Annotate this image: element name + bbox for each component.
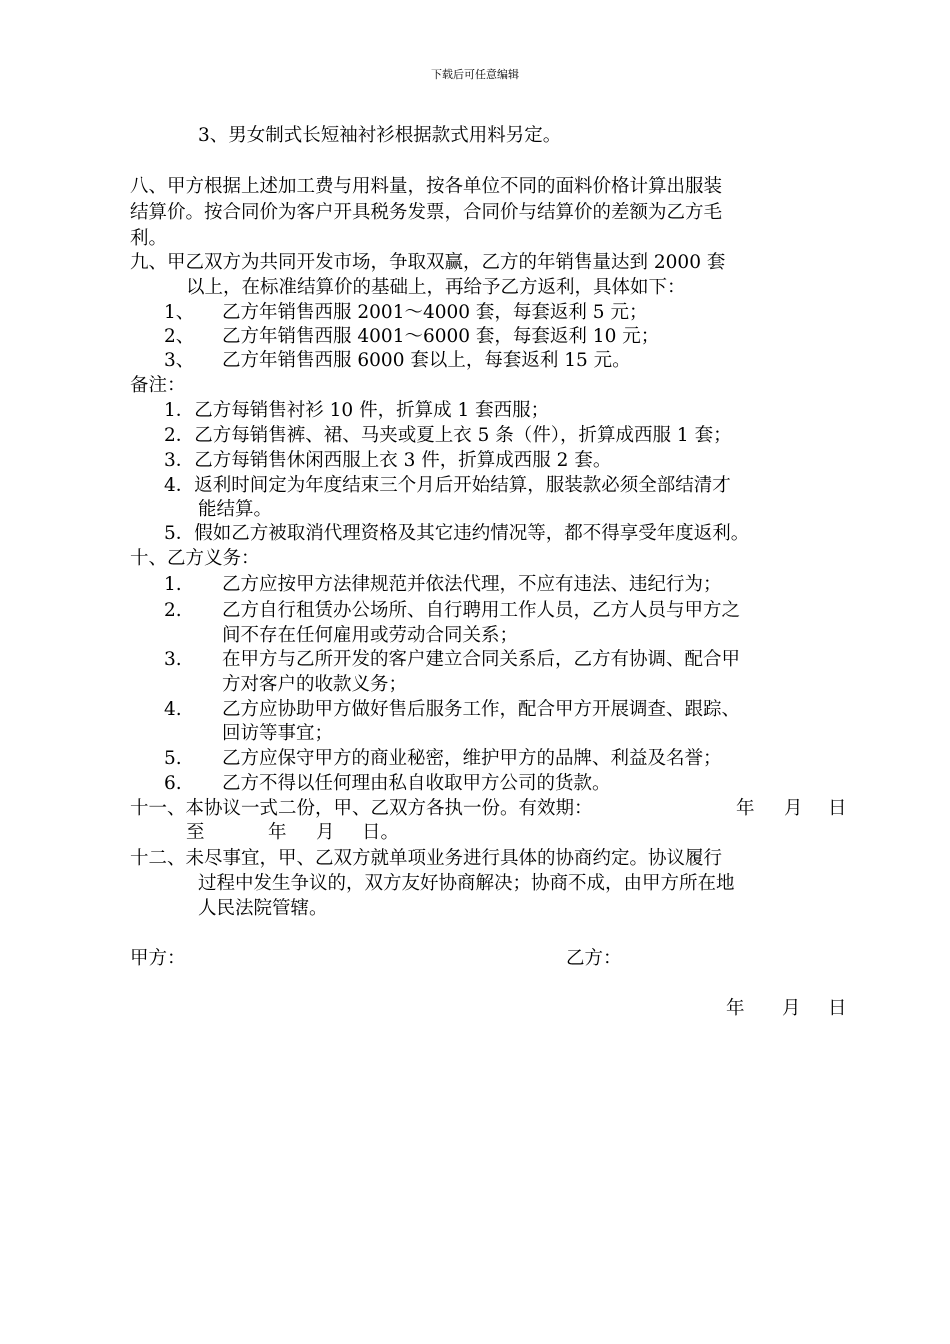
validity-end-day: 日。	[362, 822, 400, 843]
validity-end-year: 年	[268, 822, 287, 843]
section-8-line-3: 利。	[130, 228, 168, 249]
obligation-text: 乙方应协助甲方做好售后服务工作，配合甲方开展调查、跟踪、	[222, 699, 741, 720]
obligation-number: 4.	[164, 699, 182, 720]
section-9-item-text: 乙方年销售西服 4001～6000 套，每套返利 10 元；	[222, 326, 660, 347]
remark-item: 2．乙方每销售裤、裙、马夹或夏上衣 5 条（件），折算成西服 1 套；	[164, 425, 732, 446]
section-12-line-2: 过程中发生争议的，双方友好协商解决；协商不成，由甲方所在地	[198, 873, 735, 894]
section-9-item-number: 1、	[164, 302, 195, 323]
validity-month: 月	[784, 798, 803, 819]
party-a-label: 甲方：	[130, 948, 186, 969]
obligation-text: 乙方不得以任何理由私自收取甲方公司的货款。	[222, 773, 611, 794]
validity-day: 日	[828, 798, 847, 819]
section-11-line-1: 十一、本协议一式二份，甲、乙双方各执一份。有效期：	[130, 798, 593, 819]
validity-end-month: 月	[316, 822, 335, 843]
obligation-number: 3.	[164, 649, 182, 670]
obligation-number: 1.	[164, 574, 182, 595]
remark-item: 4．返利时间定为年度结束三个月后开始结算，服装款必须全部结清才	[164, 475, 731, 496]
clause-item-3: 3、男女制式长短袖衬衫根据款式用料另定。	[198, 125, 562, 146]
remark-item: 3．乙方每销售休闲西服上衣 3 件，折算成西服 2 套。	[164, 450, 612, 471]
remark-item-continued: 能结算。	[198, 499, 273, 520]
section-9-item-text: 乙方年销售西服 2001～4000 套，每套返利 5 元；	[222, 302, 648, 323]
obligation-text: 间不存在任何雇用或劳动合同关系；	[222, 625, 519, 646]
header-note: 下载后可任意编辑	[431, 68, 519, 81]
obligation-text: 乙方自行租赁办公场所、自行聘用工作人员，乙方人员与甲方之	[222, 600, 741, 621]
obligation-number: 5.	[164, 748, 182, 769]
obligation-text: 方对客户的收款义务；	[222, 674, 408, 695]
obligation-text: 乙方应按甲方法律规范并依法代理，不应有违法、违纪行为；	[222, 574, 722, 595]
remark-item: 5．假如乙方被取消代理资格及其它违约情况等，都不得享受年度返利。	[164, 523, 750, 544]
section-9-line-1: 九、甲乙双方为共同开发市场，争取双赢，乙方的年销售量达到 2000 套	[130, 252, 726, 273]
remark-item: 1．乙方每销售衬衫 10 件，折算成 1 套西服；	[164, 400, 550, 421]
section-9-item-number: 3、	[164, 350, 195, 371]
obligation-text: 在甲方与乙所开发的客户建立合同关系后，乙方有协调、配合甲	[222, 649, 741, 670]
signature-day: 日	[828, 998, 847, 1019]
signature-month: 月	[782, 998, 801, 1019]
obligation-text: 回访等事宜；	[222, 723, 334, 744]
section-12-line-1: 十二、未尽事宜，甲、乙双方就单项业务进行具体的协商约定。协议履行	[130, 848, 723, 869]
obligation-text: 乙方应保守甲方的商业秘密，维护甲方的品牌、利益及名誉；	[222, 748, 722, 769]
party-b-label: 乙方：	[566, 948, 622, 969]
section-9-line-2: 以上，在标准结算价的基础上，再给予乙方返利，具体如下：	[186, 277, 686, 298]
section-12-line-3: 人民法院管辖。	[198, 898, 328, 919]
section-8-line-2: 结算价。按合同价为客户开具税务发票，合同价与结算价的差额为乙方毛	[130, 202, 723, 223]
remarks-title: 备注：	[130, 375, 186, 396]
section-9-item-text: 乙方年销售西服 6000 套以上，每套返利 15 元。	[222, 350, 631, 371]
section-9-item-number: 2、	[164, 326, 195, 347]
validity-to: 至	[186, 822, 205, 843]
obligation-number: 6.	[164, 773, 182, 794]
obligation-number: 2.	[164, 600, 182, 621]
section-10-title: 十、乙方义务：	[130, 548, 260, 569]
section-8-line-1: 八、甲方根据上述加工费与用料量，按各单位不同的面料价格计算出服装	[130, 176, 723, 197]
signature-year: 年	[726, 998, 745, 1019]
validity-year: 年	[736, 798, 755, 819]
